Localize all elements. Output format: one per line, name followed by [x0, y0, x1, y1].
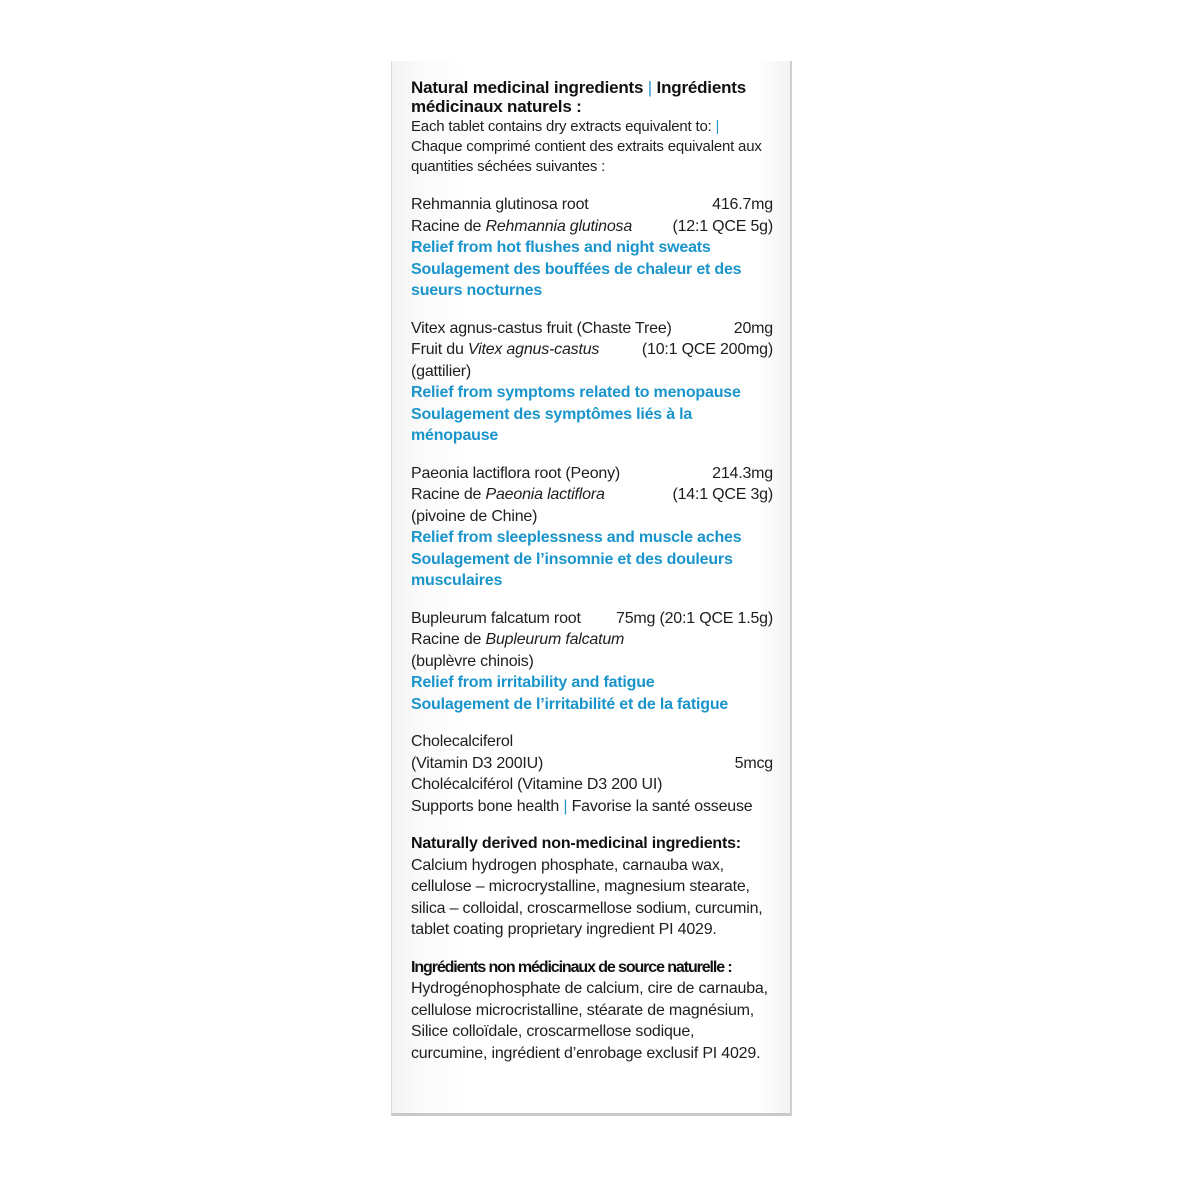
benefit-fr: Soulagement de l’insomnie et des douleurs musculaires [411, 550, 733, 589]
vitamin-claim: Supports bone health | Favorise la santé osseuse [411, 797, 753, 815]
ingredient-paeonia: Paeonia lactiflora root (Peony) 214.3mg Racine de Paeonia lactiflora (14:1 QCE 3g) (pivoine de Chine) Relief from sleeplessness and muscle aches Soulagement de l’insomnie et des douleurs musculaires [411, 463, 773, 592]
label-panel [391, 61, 792, 1116]
common-name-fr: (pivoine de Chine) [411, 507, 538, 525]
ingredient-dose: 20mg [733, 319, 773, 337]
vitamin-name: Cholecalciferol [411, 733, 513, 750]
ingredient-dose-ratio: 75mg (20:1 QCE 1.5g) [616, 609, 773, 627]
ingredient-name: Rehmannia glutinosa root [411, 196, 589, 213]
benefit-en: Relief from irritability and fatigue [411, 674, 655, 691]
latin-name: Bupleurum falcatum [485, 631, 625, 648]
ingredients-heading: Natural medicinal ingredients | Ingrédients médicinaux naturels : [411, 78, 746, 116]
common-name-fr: (gattilier) [411, 362, 472, 380]
vitamin-dose: 5mcg [734, 754, 773, 772]
benefit-fr: Soulagement des symptômes liés à la ménopause [411, 405, 693, 444]
non-medicinal-body-fr: Hydrogénophosphate de calcium, cire de carnauba, cellulose microcristalline, stéarate de magnésium, Silice colloïdale, croscarmellose sodique, curcumine, ingrédient d’enrobage exclusif PI 4029. [411, 980, 768, 1062]
latin-name: Vitex agnus-castus [467, 341, 600, 358]
non-medicinal-title-en: Naturally derived non-medicinal ingredients: [411, 835, 741, 852]
ingredient-name: Bupleurum falcatum root [411, 609, 581, 627]
ingredient-dose: 214.3mg [712, 464, 773, 482]
latin-name: Paeonia lactiflora [485, 486, 605, 503]
benefit-en: Relief from hot flushes and night sweats [411, 239, 711, 256]
vitamin-name-fr: Cholécalciférol (Vitamine D3 200 UI) [411, 776, 663, 793]
ingredient-name: Paeonia lactiflora root (Peony) [411, 464, 621, 482]
ingredient-ratio: (12:1 QCE 5g) [672, 217, 773, 235]
common-name-fr: (buplèvre chinois) [411, 652, 534, 670]
non-medicinal-title-fr: Ingrédients non médicinaux de source naturelle : [411, 958, 732, 976]
ingredient-ratio: (14:1 QCE 3g) [672, 486, 773, 503]
vitamin-sub: (Vitamin D3 200IU) [411, 754, 544, 772]
separator: | [563, 797, 568, 815]
ingredient-dose: 416.7mg [712, 196, 773, 213]
separator: | [715, 118, 720, 135]
intro-text: Each tablet contains dry extracts equivalent to: | Chaque comprimé contient des extraits equivalent aux quantities séchées suivantes : [411, 118, 762, 175]
label-content [411, 78, 773, 1064]
benefit-en: Relief from symptoms related to menopause [411, 384, 741, 401]
separator: | [647, 78, 653, 97]
benefit-fr: Soulagement des bouffées de chaleur et des sueurs nocturnes [411, 260, 742, 299]
ingredient-bupleurum: Bupleurum falcatum root 75mg (20:1 QCE 1.5g) Racine de Bupleurum falcatum (buplèvre chinois) Relief from irritability and fatigue Soulagement de l’irritabilité et de la fatigue [411, 608, 773, 716]
ingredient-name: Vitex agnus-castus fruit (Chaste Tree) [411, 319, 672, 337]
non-medicinal-fr [411, 957, 773, 1065]
ingredient-vitex: Vitex agnus-castus fruit (Chaste Tree) 20mg Fruit du Vitex agnus-castus (10:1 QCE 200mg) (gattilier) Relief from symptoms related to menopause Soulagement des symptômes liés à la ménopause [411, 318, 773, 447]
non-medicinal-en [411, 833, 773, 941]
ingredient-ratio: (10:1 QCE 200mg) [641, 341, 773, 358]
ingredient-rehmannia: Rehmannia glutinosa root 416.7mg Racine de Rehmannia glutinosa (12:1 QCE 5g) Relief from hot flushes and night sweats Soulagement des bouffées de chaleur et des sueurs nocturnes [411, 194, 773, 302]
benefit-fr: Soulagement de l’irritabilité et de la fatigue [411, 695, 729, 713]
ingredient-vitamin-d3 [411, 731, 773, 817]
latin-name: Rehmannia glutinosa [485, 217, 633, 235]
non-medicinal-body-en: Calcium hydrogen phosphate, carnauba wax, cellulose – microcrystalline, magnesium stearate, silica – colloidal, croscarmellose sodium, curcumin, tablet coating proprietary ingredient PI 4029. [411, 856, 763, 938]
benefit-en: Relief from sleeplessness and muscle aches [411, 529, 742, 546]
